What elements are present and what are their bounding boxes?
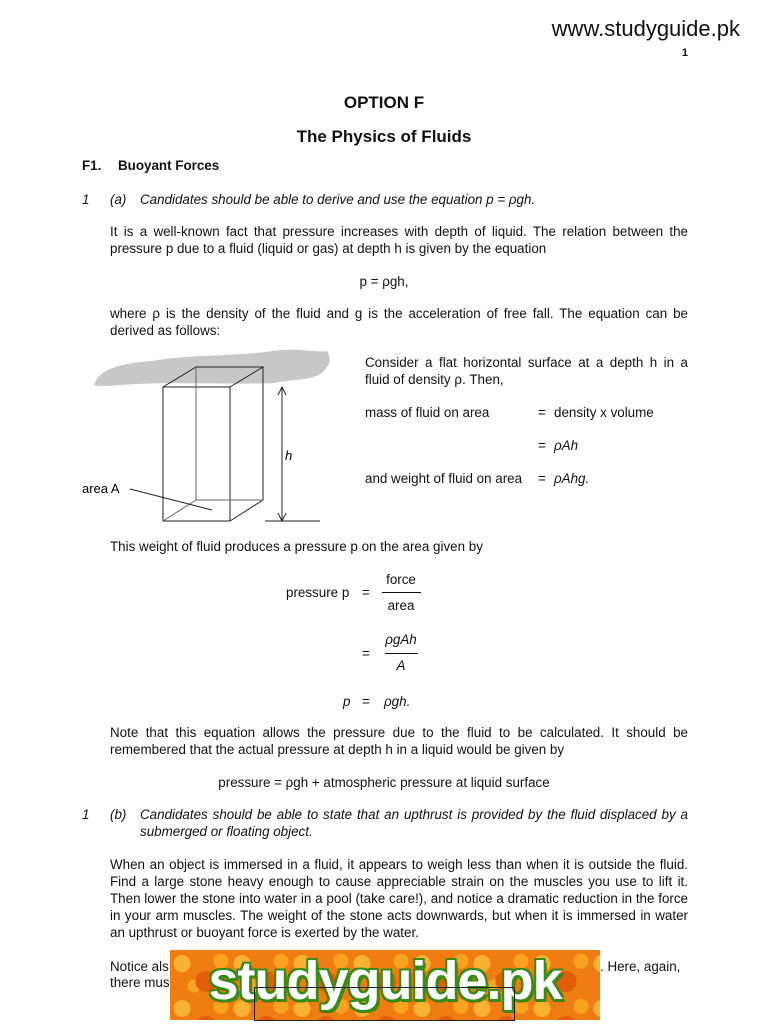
section-number: F1. xyxy=(82,158,102,173)
equation: p = ρgh, xyxy=(359,274,409,289)
height-arrow xyxy=(265,387,320,521)
item-letter: (a) xyxy=(110,192,127,207)
mass-rhs-2: ρAh xyxy=(554,438,579,453)
paragraph: This weight of fluid produces a pressure p on the area given by xyxy=(110,539,483,554)
area-label: area A xyxy=(82,481,120,496)
weight-label: and weight of fluid on area xyxy=(365,471,523,486)
equals-sign: = xyxy=(362,646,370,661)
equals-sign: = xyxy=(362,585,370,600)
paragraph-fragment: there mus xyxy=(110,975,170,990)
item-number: 1 xyxy=(82,192,90,207)
section-title: Buoyant Forces xyxy=(118,158,220,173)
height-label: h xyxy=(285,448,293,463)
fraction-denominator: A xyxy=(396,658,406,673)
section-heading xyxy=(82,157,219,174)
final-lhs: p xyxy=(343,694,351,709)
fraction-bar xyxy=(385,653,418,654)
fraction-denominator: area xyxy=(387,598,415,613)
equals-sign: = xyxy=(538,438,546,453)
objective-b: Candidates should be able to state that an upthrust is provided by the fluid displaced by a submerged or floating object. xyxy=(140,807,688,839)
fluid-column-diagram xyxy=(82,345,344,530)
equals-sign: = xyxy=(538,405,546,420)
pressure-lhs: pressure p xyxy=(286,585,350,600)
option-heading: OPTION F xyxy=(343,93,425,112)
fraction-numerator: force xyxy=(386,572,416,587)
paragraph: where ρ is the density of the fluid and g is the acceleration of free fall. The equation can be derived as follows: xyxy=(110,306,688,338)
paragraph-fragment: . Here, again, xyxy=(600,959,681,974)
paragraph: Note that this equation allows the pressure due to the fluid to be calculated. It should be remembered that the actual pressure at depth h in a liquid would be given by xyxy=(110,725,688,757)
final-rhs: ρgh. xyxy=(384,694,411,709)
equals-sign: = xyxy=(538,471,546,486)
fluid-column-box xyxy=(163,367,263,521)
watermark-logo[interactable]: studyguide.pk xyxy=(208,951,562,1011)
paragraph: It is a well-known fact that pressure increases with depth of liquid. The relation between the pressure p due to a fluid (liquid or gas) at depth h is given by the equation xyxy=(110,224,688,256)
item-number: 1 xyxy=(82,807,90,822)
fraction-bar xyxy=(382,592,421,593)
paragraph: When an object is immersed in a fluid, it appears to weigh less than when it is outside the fluid. Find a large stone heavy enough to cause appreciable strain on the muscles you use to lift it. Then lower the stone into water in a pool (take care!), and notice a dramatic reduction in the force in your arm muscles. The weight of the stone acts downwards, but when it is immersed in water an upthrust or buoyant force is exerted by the water. xyxy=(110,857,688,940)
site-url[interactable]: www.studyguide.pk xyxy=(551,16,740,41)
fraction-numerator: ρgAh xyxy=(385,632,417,647)
page-title: The Physics of Fluids xyxy=(296,127,472,146)
equals-sign: = xyxy=(362,694,370,709)
page-number: 1 xyxy=(681,47,688,59)
watermark-box xyxy=(254,987,515,1021)
paragraph-fragment: Notice als xyxy=(110,959,169,974)
objective-a: Candidates should be able to derive and use the equation p = ρgh. xyxy=(140,192,536,207)
mass-rhs-1: density x volume xyxy=(554,405,654,420)
mass-label: mass of fluid on area xyxy=(365,405,490,420)
weight-rhs: ρAhg. xyxy=(554,471,590,486)
item-letter: (b) xyxy=(110,807,127,822)
derivation-intro: Consider a flat horizontal surface at a depth h in a fluid of density ρ. Then, xyxy=(365,355,688,387)
fluid-surface-shape xyxy=(94,350,330,387)
atmospheric-equation: pressure = ρgh + atmospheric pressure at liquid surface xyxy=(218,775,550,790)
